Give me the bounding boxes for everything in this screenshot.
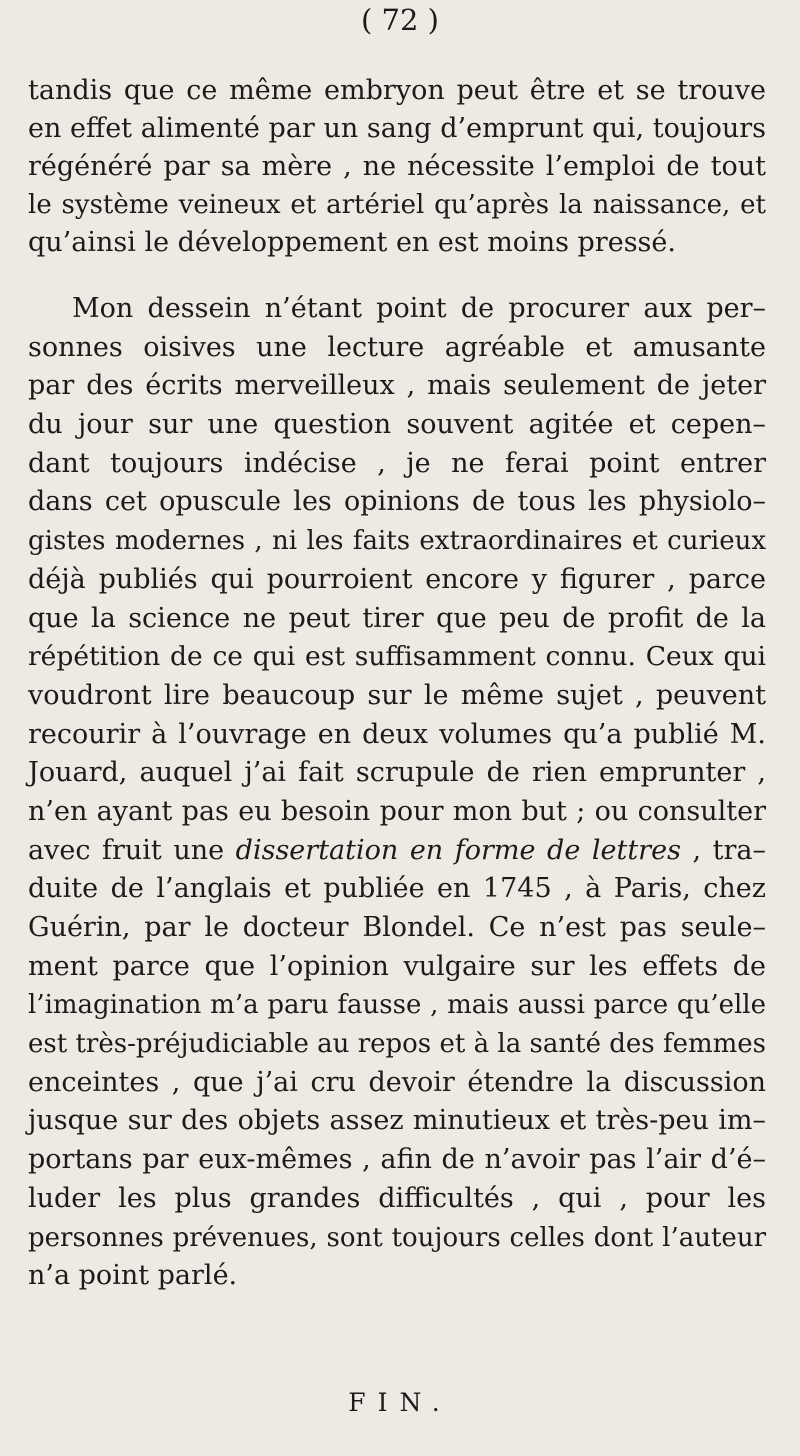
text-line: voudront lire beaucoup sur le même sujet , peuvent: [28, 679, 766, 711]
text-line: régénéré par sa mère , ne nécessite l’emploi de tout: [28, 151, 766, 182]
paragraph-1: [28, 72, 766, 262]
text-line: duite de l’anglais et publiée en 1745 , à Paris, chez: [28, 873, 766, 905]
text-line: ment parce que l’opinion vulgaire sur les effets de: [28, 950, 766, 982]
text-line: gistes modernes , ni les faits extraordinaires et curieux: [28, 526, 766, 557]
text-line-with-italic: [28, 832, 766, 871]
text-line: est très-préjudiciable au repos et à la santé des femmes: [28, 1029, 766, 1060]
text-line: personnes prévenues, sont toujours celles dont l’auteur: [28, 1222, 766, 1253]
text-line: luder les plus grandes difficultés , qui , pour les: [28, 1182, 766, 1214]
text-line: le système veineux et artériel qu’après la naissance, et: [28, 190, 766, 220]
text-line: Guérin, par le docteur Blondel. Ce n’est pas seule–: [28, 912, 766, 943]
text-line: du jour sur une question souvent agitée et cepen–: [28, 409, 766, 441]
text-line: dans cet opuscule les opinions de tous les physiolo–: [28, 486, 766, 518]
paragraph-2: [28, 290, 766, 1296]
text-line: déjà publiés qui pourroient encore y figurer , parce: [28, 563, 766, 595]
text-line: dant toujours indécise , je ne ferai point entrer: [28, 447, 766, 479]
text-line: l’imagination m’a paru fausse , mais aussi parce qu’elle: [28, 990, 766, 1021]
text-segment: , tra–: [680, 834, 766, 866]
text-line: enceintes , que j’ai cru devoir étendre la discussion: [28, 1066, 766, 1098]
text-line: en effet alimenté par un sang d’emprunt qui, toujours: [28, 113, 766, 144]
text-line: Jouard, auquel j’ai fait scrupule de rien emprunter ,: [28, 757, 766, 789]
page-number: ( 72 ): [361, 3, 439, 37]
text-line: recourir à l’ouvrage en deux volumes qu’a publié M.: [28, 718, 766, 750]
text-line: jusque sur des objets assez minutieux et très-peu im–: [28, 1105, 766, 1137]
text-line: par des écrits merveilleux , mais seulement de jeter: [28, 370, 766, 402]
text-line: portans par eux-mêmes , afin de n’avoir pas l’air d’é–: [28, 1144, 766, 1176]
text-line: n’a point parlé.: [28, 1260, 238, 1292]
text-line: Mon dessein n’étant point de procurer aux per–: [72, 293, 766, 324]
text-line: tandis que ce même embryon peut être et se trouve: [28, 75, 766, 106]
italic-title: dissertation en forme de lettres: [235, 834, 681, 866]
text-segment: avec fruit une: [28, 834, 236, 866]
text-line: qu’ainsi le développement en est moins pressé.: [28, 227, 676, 258]
text-line: sonnes oisives une lecture agréable et amusante: [28, 331, 766, 363]
text-line: que la science ne peut tirer que peu de profit de la: [28, 602, 766, 634]
end-mark: FIN.: [348, 1388, 452, 1417]
text-line: répétition de ce qui est suffisamment connu. Ceux qui: [28, 641, 766, 673]
text-line: n’en ayant pas eu besoin pour mon but ; ou consulter: [28, 795, 766, 827]
